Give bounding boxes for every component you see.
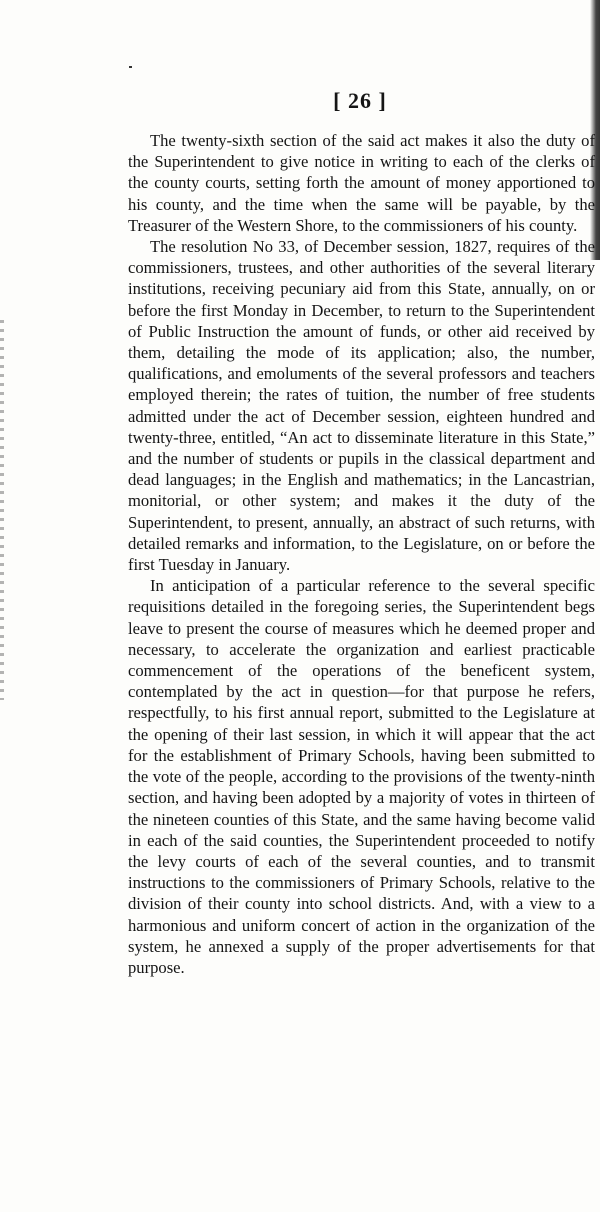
paragraph-section-26: The twenty-sixth section of the said act makes it also the duty of the Superintendent to give notice in writing to each of the clerks of the county courts, setting forth the amount of money apportioned to his county, and the time when the same will be payable, by the Treasurer of the Western Shore, to the commissioners of his county. [128, 131, 595, 235]
paragraph-resolution-33: The resolution No 33, of December session, 1827, requires of the commissioners, trustees, and other authorities of the several literary institutions, receiving pecuniary aid from this State, annually, on or before the first Monday in December, to return to the Superintendent of Public Instruction the amount of funds, or other aid received by them, detailing the mode of its application; also, the number, qualifications, and emoluments of the several professors and teachers employed therein; the rates of tuition, the number of free students admitted under the act of December session, eighteen hundred and twenty-three, entitled, “An act to disseminate literature in this State,” and the number of students or pupils in the classical department and dead languages; in the English and mathematics; in the Lancastrian, monitorial, or other system; and makes it the duty of the Superintendent, to present, annually, an abstract of such returns, with detailed remarks and information, to the Legislature, on or before the first Tuesday in January. [128, 237, 595, 575]
binding-edge-shadow [0, 320, 4, 700]
page-number: [ 26 ] [333, 88, 387, 113]
paragraph-anticipation: In anticipation of a particular reference to the several specific requisitions detailed in the foregoing series, the Superintendent begs leave to present the course of measures which he deemed proper and necessary, to accelerate the organization and earliest practicable commencement of the operations of the beneficent system, contemplated by the act in question—for that purpose he refers, respectfully, to his first annual report, submitted to the Legislature at the opening of their last session, in which it will appear that the act for the establishment of Primary Schools, having been submitted to the vote of the people, according to the provisions of the twenty-ninth section, and having been adopted by a majority of votes in thirteen of the nineteen counties of this State, and the same having become valid in each of the said counties, the Superintendent proceeded to notify the levy courts of each of the several counties, and to transmit instructions to the commissioners of Primary Schools, relative to the division of their county into school districts. And, with a view to a harmonious and uniform concert of action in the organization of the system, he annexed a supply of the proper advertisements for that purpose. [128, 576, 595, 977]
body-text [128, 130, 595, 978]
ink-speck [129, 66, 132, 68]
